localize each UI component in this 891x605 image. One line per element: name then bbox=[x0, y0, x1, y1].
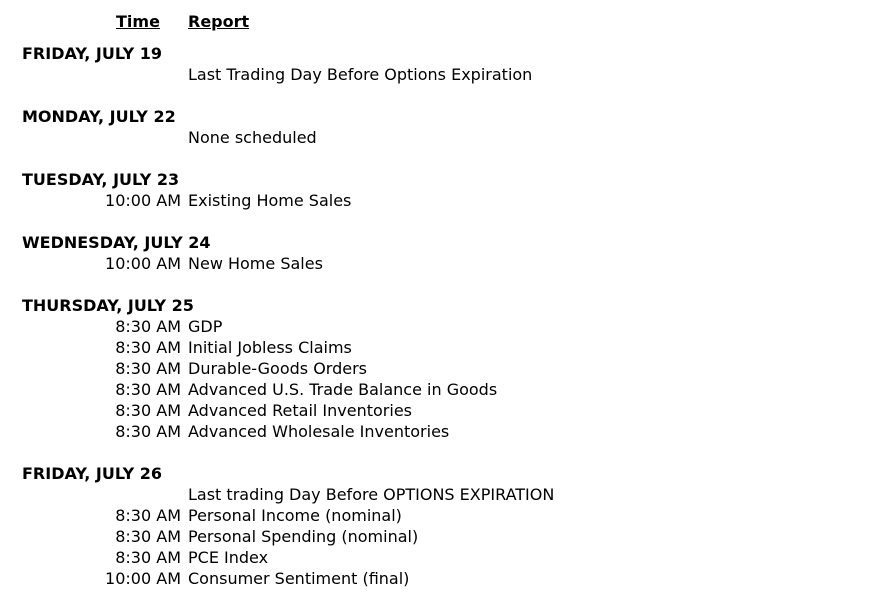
report-row bbox=[0, 568, 891, 589]
report-row bbox=[0, 337, 891, 358]
day-heading-row bbox=[0, 43, 891, 64]
report-time: 8:30 AM bbox=[115, 527, 181, 546]
report-time: 8:30 AM bbox=[115, 338, 181, 357]
report-name: Last Trading Day Before Options Expiration bbox=[188, 65, 533, 84]
day-heading-row bbox=[0, 232, 891, 253]
report-row bbox=[0, 316, 891, 337]
report-column-header: Report bbox=[188, 12, 250, 31]
report-time: 8:30 AM bbox=[115, 422, 181, 441]
day-heading: TUESDAY, JULY 23 bbox=[22, 170, 180, 189]
report-row bbox=[0, 127, 891, 148]
report-time: 8:30 AM bbox=[115, 317, 181, 336]
day-heading-row bbox=[0, 106, 891, 127]
day-heading: FRIDAY, JULY 26 bbox=[22, 464, 162, 483]
report-time: 8:30 AM bbox=[115, 380, 181, 399]
report-name: Advanced Wholesale Inventories bbox=[188, 422, 450, 441]
time-column-header: Time bbox=[116, 12, 160, 31]
report-name: Personal Spending (nominal) bbox=[188, 527, 419, 546]
report-time: 8:30 AM bbox=[115, 506, 181, 525]
report-name: Consumer Sentiment (final) bbox=[188, 569, 410, 588]
report-name: Initial Jobless Claims bbox=[188, 338, 352, 357]
day-heading-row bbox=[0, 463, 891, 484]
report-row bbox=[0, 379, 891, 400]
report-name: Advanced Retail Inventories bbox=[188, 401, 412, 420]
report-name: GDP bbox=[188, 317, 223, 336]
report-row bbox=[0, 400, 891, 421]
day-heading-row bbox=[0, 295, 891, 316]
report-time: 8:30 AM bbox=[115, 359, 181, 378]
report-name: Last trading Day Before OPTIONS EXPIRATION bbox=[188, 485, 555, 504]
day-heading-row bbox=[0, 169, 891, 190]
report-row bbox=[0, 253, 891, 274]
report-name: Existing Home Sales bbox=[188, 191, 352, 210]
report-time: 10:00 AM bbox=[105, 191, 181, 210]
report-time: 10:00 AM bbox=[105, 254, 181, 273]
report-name: Durable-Goods Orders bbox=[188, 359, 368, 378]
report-row bbox=[0, 484, 891, 505]
report-row bbox=[0, 547, 891, 568]
report-row bbox=[0, 421, 891, 442]
report-time: 8:30 AM bbox=[115, 401, 181, 420]
day-heading: MONDAY, JULY 22 bbox=[22, 107, 176, 126]
report-row bbox=[0, 526, 891, 547]
report-name: None scheduled bbox=[188, 128, 317, 147]
day-heading: WEDNESDAY, JULY 24 bbox=[22, 233, 211, 252]
report-time: 8:30 AM bbox=[115, 548, 181, 567]
report-row bbox=[0, 358, 891, 379]
report-name: PCE Index bbox=[188, 548, 269, 567]
report-time: 10:00 AM bbox=[105, 569, 181, 588]
day-heading: FRIDAY, JULY 19 bbox=[22, 44, 162, 63]
report-row bbox=[0, 64, 891, 85]
report-name: Personal Income (nominal) bbox=[188, 506, 402, 525]
report-name: Advanced U.S. Trade Balance in Goods bbox=[188, 380, 498, 399]
report-name: New Home Sales bbox=[188, 254, 323, 273]
day-heading: THURSDAY, JULY 25 bbox=[22, 296, 194, 315]
report-row bbox=[0, 505, 891, 526]
report-row bbox=[0, 190, 891, 211]
